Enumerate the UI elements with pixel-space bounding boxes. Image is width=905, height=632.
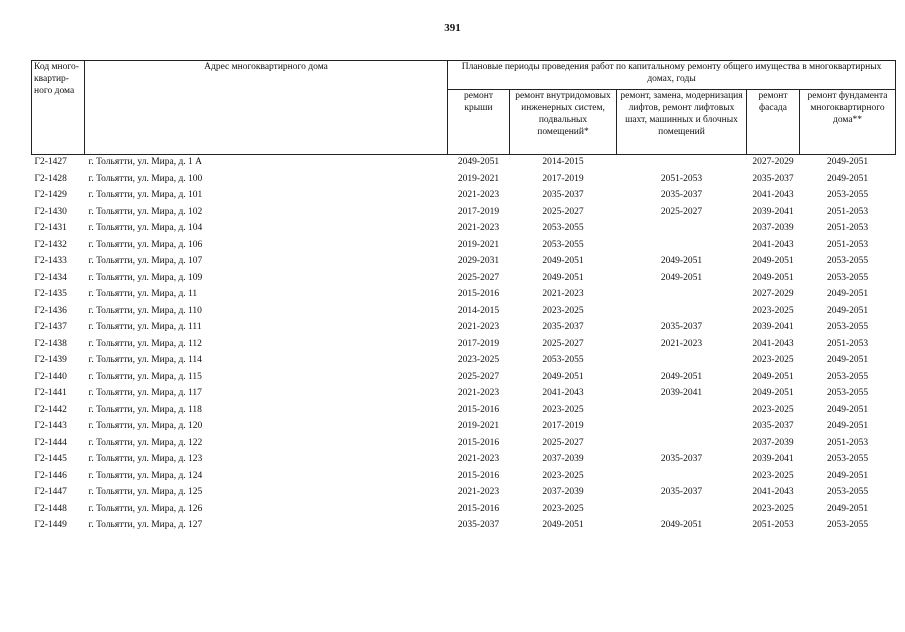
cell-lifts: 2021-2023	[660, 338, 703, 349]
cell-code: Г2-1438	[34, 338, 67, 349]
cell-foundation: 2051-2053	[826, 437, 869, 448]
cell-facade: 2023-2025	[752, 404, 794, 415]
cell-systems: 2053-2055	[542, 223, 584, 234]
cell-code: Г2-1433	[34, 256, 67, 267]
cell-facade: 2051-2053	[752, 520, 794, 531]
cell-facade: 2035-2037	[752, 173, 794, 184]
cell-facade: 2023-2025	[752, 355, 794, 366]
cell-code: Г2-1428	[34, 173, 67, 184]
cell-facade: 2037-2039	[752, 223, 794, 234]
cell-foundation: 2053-2055	[826, 256, 869, 267]
cell-code: Г2-1444	[34, 437, 67, 448]
cell-code: Г2-1439	[34, 355, 67, 366]
header-code: Код много-квартир-ного дома	[32, 61, 85, 155]
table-row	[32, 304, 896, 321]
table-row	[32, 205, 896, 222]
cell-systems: 2025-2027	[542, 338, 584, 349]
cell-roof: 2015-2016	[457, 503, 500, 514]
cell-systems: 2049-2051	[542, 272, 584, 283]
cell-address: г. Тольятти, ул. Мира, д. 100	[88, 173, 203, 184]
cell-facade: 2049-2051	[752, 256, 794, 267]
table-row	[32, 469, 896, 486]
table-row	[32, 172, 896, 189]
cell-foundation: 2053-2055	[826, 454, 869, 465]
table-row	[32, 485, 896, 502]
cell-address: г. Тольятти, ул. Мира, д. 114	[88, 355, 202, 366]
header-periods: Плановые периоды проведения работ по капитальному ремонту общего имущества в многоквартирных домах, годы	[448, 61, 896, 90]
cell-lifts	[617, 419, 747, 436]
cell-systems: 2025-2027	[542, 437, 584, 448]
cell-facade: 2049-2051	[752, 371, 794, 382]
cell-lifts	[617, 403, 747, 420]
cell-roof: 2019-2021	[457, 173, 500, 184]
table-row	[32, 436, 896, 453]
cell-foundation: 2049-2051	[826, 421, 869, 432]
cell-address: г. Тольятти, ул. Мира, д. 101	[88, 190, 203, 201]
cell-systems: 2023-2025	[542, 470, 584, 481]
cell-foundation: 2053-2055	[826, 388, 869, 399]
cell-lifts: 2025-2027	[660, 206, 703, 217]
cell-lifts	[617, 221, 747, 238]
cell-foundation: 2053-2055	[826, 190, 869, 201]
cell-address: г. Тольятти, ул. Мира, д. 127	[88, 520, 203, 531]
cell-code: Г2-1447	[34, 487, 67, 498]
cell-foundation: 2053-2055	[826, 322, 869, 333]
cell-address: г. Тольятти, ул. Мира, д. 11	[88, 289, 198, 300]
table-row	[32, 386, 896, 403]
cell-roof: 2017-2019	[457, 338, 500, 349]
cell-systems: 2035-2037	[542, 322, 584, 333]
cell-foundation: 2053-2055	[826, 520, 869, 531]
table-row	[32, 287, 896, 304]
cell-code: Г2-1442	[34, 404, 67, 415]
cell-lifts	[617, 436, 747, 453]
cell-lifts	[617, 304, 747, 321]
repair-schedule-table	[31, 60, 896, 535]
cell-lifts	[617, 238, 747, 255]
cell-roof: 2017-2019	[457, 206, 500, 217]
cell-foundation: 2049-2051	[826, 470, 869, 481]
cell-facade: 2023-2025	[752, 503, 794, 514]
table-row	[32, 353, 896, 370]
cell-roof: 2014-2015	[457, 305, 500, 316]
header-facade: ремонт фасада	[747, 90, 800, 155]
cell-lifts	[617, 502, 747, 519]
cell-foundation: 2053-2055	[826, 371, 869, 382]
cell-code: Г2-1445	[34, 454, 67, 465]
cell-code: Г2-1437	[34, 322, 67, 333]
cell-roof: 2021-2023	[457, 454, 500, 465]
cell-lifts	[617, 469, 747, 486]
cell-facade: 2041-2043	[752, 338, 794, 349]
cell-facade: 2037-2039	[752, 437, 794, 448]
cell-lifts	[617, 155, 747, 172]
cell-roof: 2025-2027	[457, 371, 500, 382]
cell-facade: 2039-2041	[752, 454, 794, 465]
cell-systems: 2017-2019	[542, 421, 584, 432]
header-lifts: ремонт, замена, модернизация лифтов, ремонт лифтовых шахт, машинных и блочных помещений	[617, 90, 747, 155]
cell-address: г. Тольятти, ул. Мира, д. 126	[88, 503, 203, 514]
cell-code: Г2-1432	[34, 239, 67, 250]
cell-lifts: 2035-2037	[660, 487, 703, 498]
cell-facade: 2027-2029	[752, 157, 794, 168]
cell-code: Г2-1434	[34, 272, 67, 283]
cell-facade: 2027-2029	[752, 289, 794, 300]
cell-facade: 2023-2025	[752, 305, 794, 316]
cell-code: Г2-1436	[34, 305, 67, 316]
cell-address: г. Тольятти, ул. Мира, д. 109	[88, 272, 203, 283]
cell-lifts: 2035-2037	[660, 190, 703, 201]
cell-systems: 2023-2025	[542, 305, 584, 316]
cell-systems: 2037-2039	[542, 487, 584, 498]
cell-roof: 2021-2023	[457, 388, 500, 399]
cell-address: г. Тольятти, ул. Мира, д. 120	[88, 421, 203, 432]
cell-foundation: 2051-2053	[826, 223, 869, 234]
table-row	[32, 370, 896, 387]
cell-code: Г2-1435	[34, 289, 67, 300]
header-systems: ремонт внутридомовых инженерных систем, подвальных помещений*	[510, 90, 617, 155]
cell-systems: 2037-2039	[542, 454, 584, 465]
cell-foundation: 2053-2055	[826, 487, 869, 498]
cell-facade: 2039-2041	[752, 322, 794, 333]
cell-systems: 2049-2051	[542, 256, 584, 267]
cell-foundation: 2049-2051	[826, 404, 869, 415]
cell-systems: 2041-2043	[542, 388, 584, 399]
table-body	[32, 155, 896, 535]
cell-lifts: 2051-2053	[660, 173, 703, 184]
cell-systems: 2053-2055	[542, 239, 584, 250]
cell-facade: 2041-2043	[752, 239, 794, 250]
cell-lifts: 2049-2051	[660, 272, 703, 283]
cell-foundation: 2049-2051	[826, 503, 869, 514]
cell-code: Г2-1427	[34, 157, 67, 168]
cell-lifts: 2039-2041	[660, 388, 703, 399]
table-row	[32, 320, 896, 337]
cell-facade: 2039-2041	[752, 206, 794, 217]
cell-lifts: 2049-2051	[660, 256, 703, 267]
cell-foundation: 2051-2053	[826, 206, 869, 217]
cell-facade: 2041-2043	[752, 487, 794, 498]
cell-lifts	[617, 287, 747, 304]
cell-systems: 2021-2023	[542, 289, 584, 300]
cell-code: Г2-1431	[34, 223, 67, 234]
header-roof: ремонт крыши	[448, 90, 510, 155]
cell-code: Г2-1429	[34, 190, 67, 201]
cell-foundation: 2051-2053	[826, 239, 869, 250]
header-address: Адрес многоквартирного дома	[85, 61, 448, 155]
cell-address: г. Тольятти, ул. Мира, д. 107	[88, 256, 203, 267]
table-row	[32, 254, 896, 271]
table-row	[32, 271, 896, 288]
cell-address: г. Тольятти, ул. Мира, д. 106	[88, 239, 203, 250]
cell-lifts: 2049-2051	[660, 520, 703, 531]
cell-facade: 2035-2037	[752, 421, 794, 432]
cell-address: г. Тольятти, ул. Мира, д. 117	[88, 388, 202, 399]
cell-code: Г2-1449	[34, 520, 67, 531]
cell-systems: 2023-2025	[542, 404, 584, 415]
cell-address: г. Тольятти, ул. Мира, д. 1 А	[88, 157, 203, 168]
cell-address: г. Тольятти, ул. Мира, д. 124	[88, 470, 203, 481]
cell-address: г. Тольятти, ул. Мира, д. 123	[88, 454, 203, 465]
cell-foundation: 2053-2055	[826, 272, 869, 283]
cell-address: г. Тольятти, ул. Мира, д. 115	[88, 371, 202, 382]
cell-facade: 2023-2025	[752, 470, 794, 481]
cell-facade: 2049-2051	[752, 272, 794, 283]
table-row	[32, 502, 896, 519]
table-row	[32, 518, 896, 535]
cell-systems: 2025-2027	[542, 206, 584, 217]
cell-code: Г2-1448	[34, 503, 67, 514]
table-row	[32, 419, 896, 436]
table-row	[32, 403, 896, 420]
cell-foundation: 2049-2051	[826, 157, 869, 168]
table-row	[32, 238, 896, 255]
cell-lifts: 2035-2037	[660, 322, 703, 333]
cell-roof: 2049-2051	[457, 157, 500, 168]
cell-lifts: 2049-2051	[660, 371, 703, 382]
cell-address: г. Тольятти, ул. Мира, д. 118	[88, 404, 202, 415]
cell-roof: 2029-2031	[457, 256, 500, 267]
cell-address: г. Тольятти, ул. Мира, д. 111	[88, 322, 202, 333]
cell-systems: 2053-2055	[542, 355, 584, 366]
cell-code: Г2-1446	[34, 470, 67, 481]
cell-foundation: 2049-2051	[826, 173, 869, 184]
cell-code: Г2-1443	[34, 421, 67, 432]
cell-address: г. Тольятти, ул. Мира, д. 122	[88, 437, 203, 448]
cell-roof: 2025-2027	[457, 272, 500, 283]
cell-systems: 2014-2015	[542, 157, 584, 168]
cell-facade: 2049-2051	[752, 388, 794, 399]
cell-roof: 2015-2016	[457, 289, 500, 300]
cell-systems: 2017-2019	[542, 173, 584, 184]
cell-code: Г2-1441	[34, 388, 67, 399]
cell-foundation: 2049-2051	[826, 355, 869, 366]
table-row	[32, 155, 896, 172]
cell-roof: 2019-2021	[457, 421, 500, 432]
cell-foundation: 2051-2053	[826, 338, 869, 349]
cell-roof: 2023-2025	[457, 355, 500, 366]
cell-address: г. Тольятти, ул. Мира, д. 110	[88, 305, 202, 316]
cell-foundation: 2049-2051	[826, 289, 869, 300]
table-row	[32, 337, 896, 354]
cell-roof: 2015-2016	[457, 437, 500, 448]
cell-lifts	[617, 353, 747, 370]
cell-roof: 2015-2016	[457, 470, 500, 481]
cell-systems: 2049-2051	[542, 520, 584, 531]
cell-roof: 2019-2021	[457, 239, 500, 250]
cell-address: г. Тольятти, ул. Мира, д. 112	[88, 338, 202, 349]
cell-foundation: 2049-2051	[826, 305, 869, 316]
cell-roof: 2015-2016	[457, 404, 500, 415]
table-row	[32, 221, 896, 238]
cell-address: г. Тольятти, ул. Мира, д. 102	[88, 206, 203, 217]
header-foundation: ремонт фундамента многоквартирного дома**	[800, 90, 896, 155]
cell-roof: 2021-2023	[457, 487, 500, 498]
cell-systems: 2035-2037	[542, 190, 584, 201]
cell-code: Г2-1430	[34, 206, 67, 217]
cell-roof: 2035-2037	[457, 520, 500, 531]
cell-lifts: 2035-2037	[660, 454, 703, 465]
cell-roof: 2021-2023	[457, 223, 500, 234]
table-row	[32, 452, 896, 469]
table-header	[32, 61, 896, 155]
cell-roof: 2021-2023	[457, 322, 500, 333]
cell-address: г. Тольятти, ул. Мира, д. 125	[88, 487, 203, 498]
table-row	[32, 188, 896, 205]
cell-systems: 2023-2025	[542, 503, 584, 514]
cell-facade: 2041-2043	[752, 190, 794, 201]
cell-roof: 2021-2023	[457, 190, 500, 201]
cell-systems: 2049-2051	[542, 371, 584, 382]
page-number: 391	[444, 22, 461, 34]
cell-code: Г2-1440	[34, 371, 67, 382]
cell-address: г. Тольятти, ул. Мира, д. 104	[88, 223, 203, 234]
